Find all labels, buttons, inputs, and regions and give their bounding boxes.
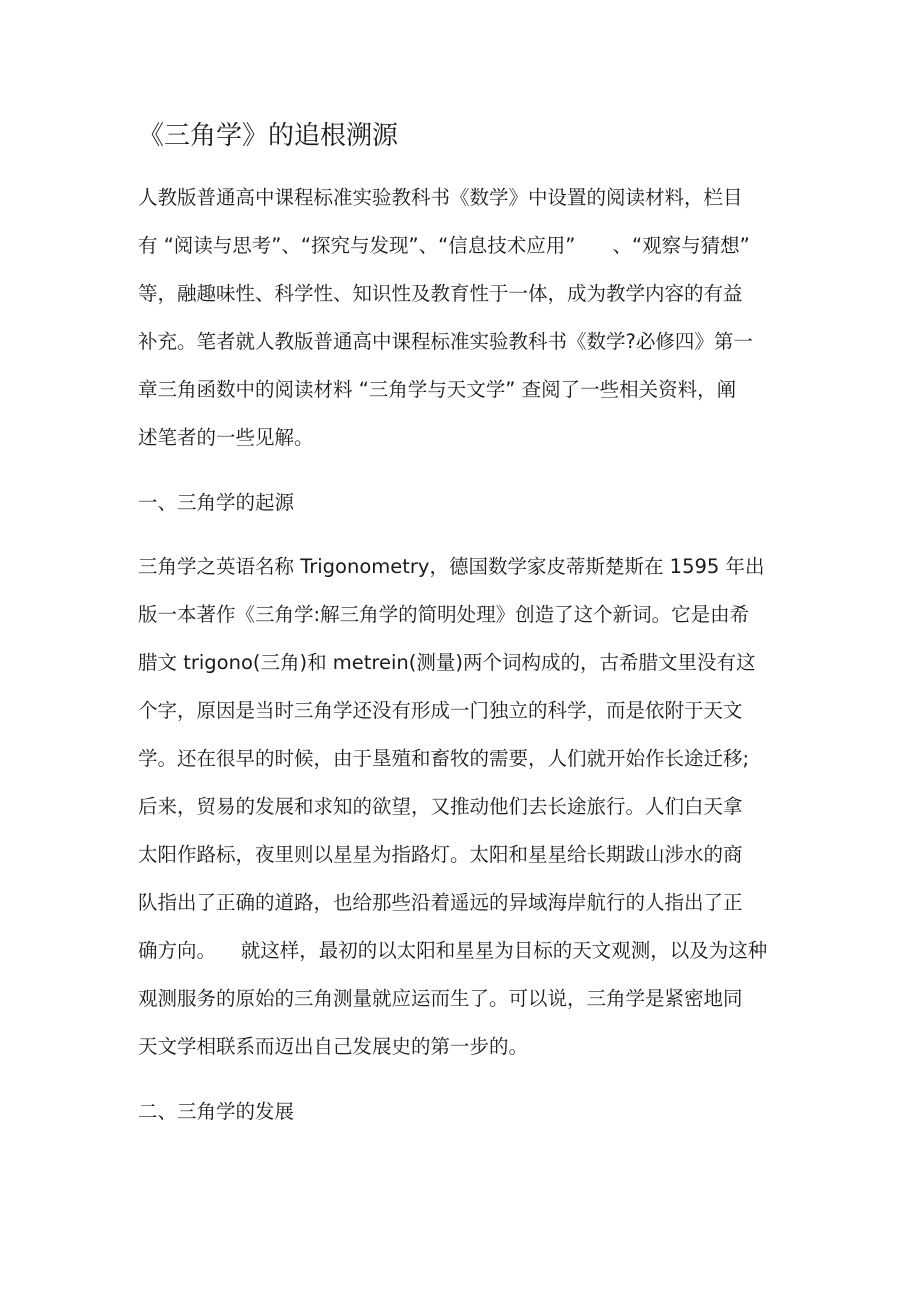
paragraph-line: 有 “阅读与思考”、“探究与发现”、“信息技术应用” 、“观察与猜想” bbox=[138, 234, 750, 257]
paragraph-line: 确方向。 就这样，最初的以太阳和星星为目标的天文观测，以及为这种 bbox=[138, 939, 768, 962]
paragraph-line: 后来，贸易的发展和求知的欲望，又推动他们去长途旅行。人们白天拿 bbox=[138, 795, 743, 818]
paragraph-line: 天文学相联系而迈出自己发展史的第一步的。 bbox=[138, 1035, 529, 1058]
paragraph-line: 太阳作路标，夜里则以星星为指路灯。太阳和星星给长期跋山涉水的商 bbox=[138, 843, 743, 866]
section-heading-origin: 一、三角学的起源 bbox=[138, 491, 295, 514]
paragraph-line: 个字，原因是当时三角学还没有形成一门独立的科学，而是依附于天文 bbox=[138, 699, 743, 722]
section-heading-development: 二、三角学的发展 bbox=[138, 1100, 295, 1123]
paragraph-line: 学。还在很早的时候，由于垦殖和畜牧的需要，人们就开始作长途迁移; bbox=[138, 747, 750, 770]
paragraph-line: 版一本著作《三角学:解三角学的简明处理》创造了这个新词。它是由希 bbox=[138, 603, 750, 626]
paragraph-line: 补充。笔者就人教版普通高中课程标准实验教科书《数学?必修四》第一 bbox=[138, 330, 753, 353]
paragraph-line: 三角学之英语名称 Trigonometry，德国数学家皮蒂斯楚斯在 1595 年出 bbox=[138, 555, 765, 578]
paragraph-line: 等，融趣味性、科学性、知识性及教育性于一体，成为教学内容的有益 bbox=[138, 282, 743, 305]
paragraph-line: 述笔者的一些见解。 bbox=[138, 426, 314, 449]
document-title: 《三角学》的追根溯源 bbox=[138, 121, 399, 151]
paragraph-line: 章三角函数中的阅读材料 “三角学与天文学” 查阅了一些相关资料，阐 bbox=[138, 378, 737, 401]
paragraph-line: 人教版普通高中课程标准实验教科书《数学》中设置的阅读材料，栏目 bbox=[138, 186, 743, 209]
paragraph-line: 观测服务的原始的三角测量就应运而生了。可以说，三角学是紧密地同 bbox=[138, 987, 743, 1010]
paragraph-line: 腊文 trigono(三角)和 metrein(测量)两个词构成的，古希腊文里没有这 bbox=[138, 651, 756, 674]
paragraph-line: 队指出了正确的道路，也给那些沿着遥远的异域海岸航行的人指出了正 bbox=[138, 891, 743, 914]
